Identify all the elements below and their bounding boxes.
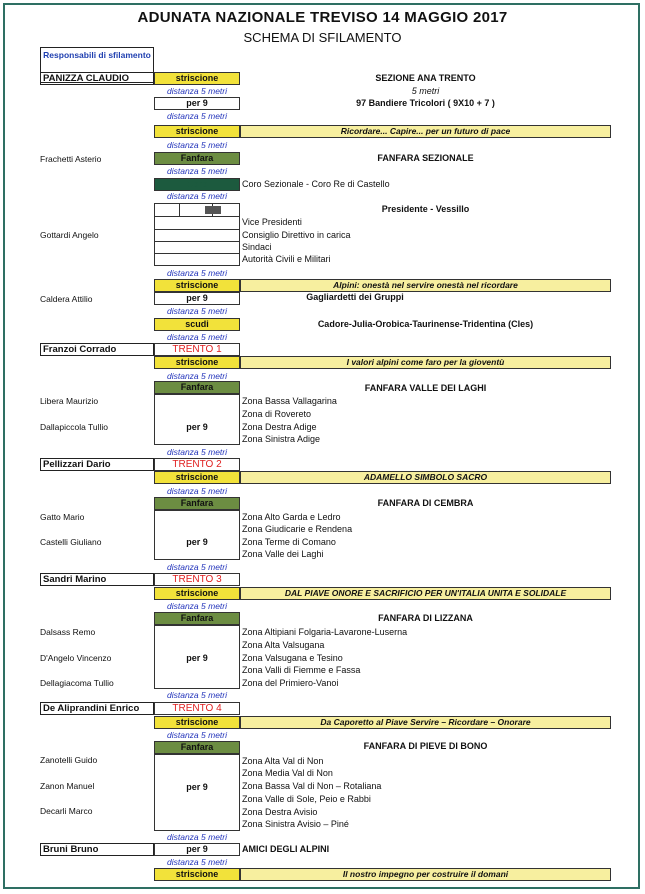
banner-motto: Il nostro impegno per costruire il domani [240, 868, 611, 881]
leader-panizza: PANIZZA CLAUDIO [40, 72, 154, 85]
banner-motto: Ricordare... Capire... per un futuro di pace [240, 125, 611, 138]
banner-motto: DAL PIAVE ONORE E SACRIFICIO PER UN'ITALIA UNITA E SOLIDALE [240, 587, 611, 600]
fanfara-cell: Fanfara [154, 152, 240, 165]
distance-label: distanza 5 metri [167, 268, 227, 278]
leader-name: Dellagiacoma Tullio [40, 678, 114, 688]
distance-label: distanza 5 metri [167, 486, 227, 496]
grid-item: Autorità Civili e Militari [242, 254, 331, 264]
banner-motto: Da Caporetto al Piave Servire – Ricordare – Onorare [240, 716, 611, 729]
page-title: ADUNATA NAZIONALE TREVISO 14 MAGGIO 2017 [137, 9, 508, 26]
grid-item: Sindaci [242, 242, 272, 252]
striscione-cell: striscione [154, 868, 240, 881]
fanfara-title: FANFARA DI CEMBRA [377, 498, 474, 508]
zone-item: Zona Sinistra Adige [242, 434, 321, 444]
gagliardetti-text: Gagliardetti dei Gruppi [306, 292, 404, 302]
grid-item: Vice Presidenti [242, 217, 302, 227]
trento4-label: TRENTO 4 [154, 702, 240, 715]
vessillo-marker: all [205, 206, 221, 214]
striscione-cell: striscione [154, 356, 240, 369]
leader-pellizzari: Pellizzari Dario [40, 458, 154, 471]
fanfara-cell: Fanfara [154, 381, 240, 394]
striscione-cell: striscione [154, 716, 240, 729]
per9-label: per 9 [186, 782, 208, 792]
per9-cell: per 9 [154, 843, 240, 856]
leader-frachetti: Frachetti Asterio [40, 154, 102, 164]
distance-label: distanza 5 metri [167, 730, 227, 740]
leader-bruni: Bruni Bruno [40, 843, 154, 856]
fanfara-title: FANFARA VALLE DEI LAGHI [364, 383, 487, 393]
fanfara-cell: Fanfara [154, 612, 240, 625]
fanfara-cell: Fanfara [154, 497, 240, 510]
coro-text: Coro Sezionale - Coro Re di Castello [242, 179, 390, 189]
distance-label: distanza 5 metri [167, 306, 227, 316]
fanfara-cell: Fanfara [154, 741, 240, 754]
zone-item: Zona Valle di Sole, Peio e Rabbi [242, 794, 371, 804]
leader-name: Dalsass Remo [40, 627, 96, 637]
zone-item: Zona Destra Avisio [242, 807, 318, 817]
trento3-label: TRENTO 3 [154, 573, 240, 586]
zone-item: Zona Valle dei Laghi [242, 549, 324, 559]
zone-item: Zona Giudicarie e Rendena [242, 524, 353, 534]
banner-motto: I valori alpini come faro per la gioventù [240, 356, 611, 369]
distance-label: distanza 5 metri [167, 86, 227, 96]
distance-label: distanza 5 metri [167, 191, 227, 201]
leader-gottardi: Gottardi Angelo [40, 230, 99, 240]
zone-block [154, 754, 240, 831]
trento2-label: TRENTO 2 [154, 458, 240, 471]
zone-item: Zona Alta Val di Non [242, 756, 324, 766]
striscione-cell: striscione [154, 72, 240, 85]
per9-cell: per 9 [154, 97, 240, 110]
responsabili-label: Responsabili di sfilamento [43, 50, 151, 60]
bandiere-text: 97 Bandiere Tricolori ( 9X10 + 7 ) [356, 98, 495, 108]
leader-sandri: Sandri Marino [40, 573, 154, 586]
distance-label: distanza 5 metri [167, 857, 227, 867]
presidente-vessillo: Presidente - Vessillo [381, 204, 470, 214]
striscione-cell: striscione [154, 125, 240, 138]
coro-cell: Coro [154, 178, 240, 191]
zone-item: Zona Valsugana e Tesino [242, 653, 343, 663]
leader-name: Castelli Giuliano [40, 537, 102, 547]
zone-item: Zona Media Val di Non [242, 768, 333, 778]
zone-item: Zona Destra Adige [242, 422, 317, 432]
zone-block [154, 625, 240, 689]
per9-cell: per 9 [154, 292, 240, 305]
zone-block [154, 394, 240, 445]
per9-label: per 9 [186, 653, 208, 663]
leader-name: Zanotelli Guido [40, 755, 98, 765]
presidenza-grid [154, 203, 240, 266]
striscione-cell: striscione [154, 471, 240, 484]
distance-label: distanza 5 metri [167, 562, 227, 572]
trento1-label: TRENTO 1 [154, 343, 240, 356]
zone-item: Zona Bassa Vallagarina [242, 396, 337, 406]
zone-item: Zona Alta Valsugana [242, 640, 325, 650]
distance-label: distanza 5 metri [167, 166, 227, 176]
zone-item: Zona Bassa Val di Non – Rotaliana [242, 781, 382, 791]
zone-item: Zona Altipiani Folgaria-Lavarone-Luserna [242, 627, 408, 637]
amici-text: AMICI DEGLI ALPINI [242, 844, 330, 854]
striscione-cell: striscione [154, 279, 240, 292]
leader-name: Decarli Marco [40, 806, 93, 816]
leader-name: Libera Maurizio [40, 396, 99, 406]
zone-item: Zona Alto Garda e Ledro [242, 512, 341, 522]
sezione-title: SEZIONE ANA TRENTO [375, 73, 476, 83]
leader-de-aliprandini: De Aliprandini Enrico [40, 702, 154, 715]
distance-label: distanza 5 metri [167, 601, 227, 611]
distance-label: distanza 5 metri [167, 332, 227, 342]
cinque-metri: 5 metri [411, 86, 440, 96]
leader-franzoi: Franzoi Corrado [40, 343, 154, 356]
zone-block [154, 510, 240, 560]
scudi-text: Cadore-Julia-Orobica-Taurinense-Tridentina (Cles) [317, 319, 534, 329]
striscione-cell: striscione [154, 587, 240, 600]
page-subtitle: SCHEMA DI SFILAMENTO [243, 30, 402, 45]
leader-name: Zanon Manuel [40, 781, 95, 791]
per9-label: per 9 [186, 422, 208, 432]
leader-name: D'Angelo Vincenzo [40, 653, 112, 663]
fanfara-title: FANFARA DI LIZZANA [378, 613, 473, 623]
grid-item: Consiglio Direttivo in carica [242, 230, 351, 240]
zone-item: Zona Terme di Comano [242, 537, 336, 547]
distance-label: distanza 5 metri [167, 447, 227, 457]
banner-motto: Alpini: onestà nel servire onestà nel ricordare [240, 279, 611, 292]
zone-item: Zona Valli di Fiemme e Fassa [242, 665, 361, 675]
zone-item: Zona Sinistra Avisio – Piné [242, 819, 349, 829]
distance-label: distanza 5 metri [167, 371, 227, 381]
distance-label: distanza 5 metri [167, 111, 227, 121]
zone-item: Zona di Rovereto [242, 409, 312, 419]
leader-caldera: Caldera Attilio [40, 294, 93, 304]
distance-label: distanza 5 metri [167, 140, 227, 150]
per9-label: per 9 [186, 537, 208, 547]
banner-motto: ADAMELLO SIMBOLO SACRO [240, 471, 611, 484]
leader-name: Dallapiccola Tullio [40, 422, 109, 432]
fanfara-title: FANFARA DI PIEVE DI BONO [363, 741, 488, 751]
zone-item: Zona del Primiero-Vanoi [242, 678, 339, 688]
distance-label: distanza 5 metri [167, 832, 227, 842]
distance-label: distanza 5 metri [167, 690, 227, 700]
leader-name: Gatto Mario [40, 512, 85, 522]
fanfara-sezionale: FANFARA SEZIONALE [377, 153, 474, 163]
scudi-cell: scudi [154, 318, 240, 331]
